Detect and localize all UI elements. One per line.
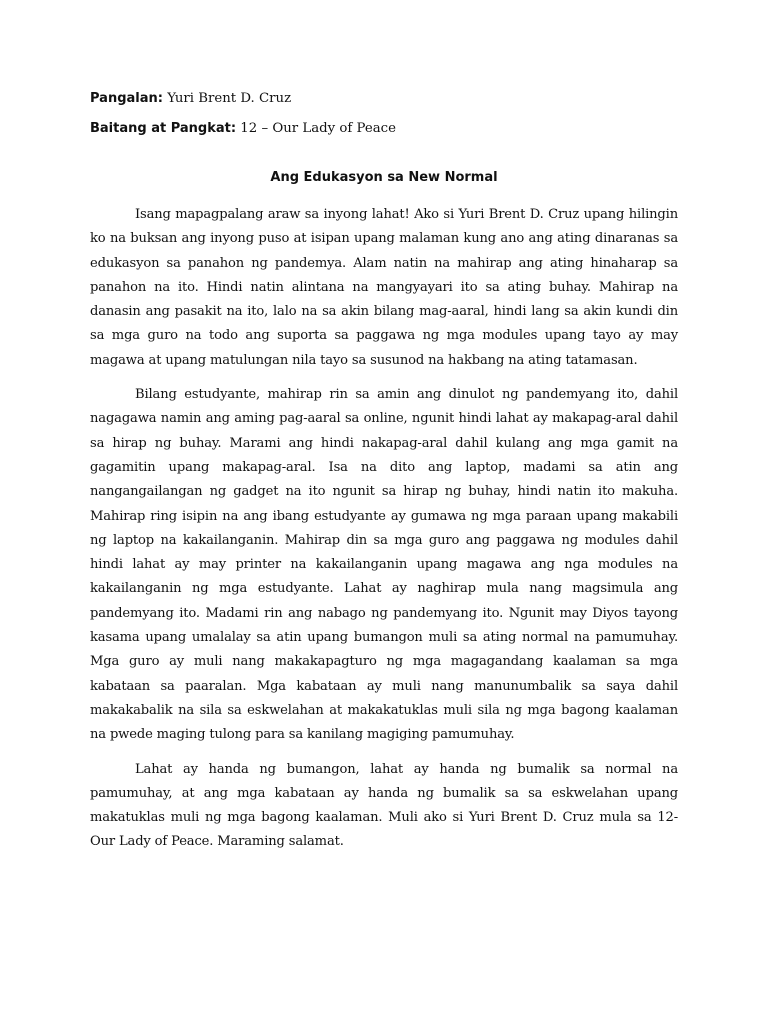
grade-section-label: Baitang at Pangkat: (90, 121, 237, 136)
paragraph-2: Bilang estudyante, mahirap rin sa amin ang dinulot ng pandemyang ito, dahil nagagawa namin ang aming pag-aaral sa online, ngunit hindi lahat ay makapag-aral dahil sa hirap ng buhay. Marami ang hindi nakapag-aral dahil kulang ang mga gamit na gagamitin upang makapag-aral. Isa na dito ang laptop, madami sa atin ang nangangailangan ng gadget na ito ngunit sa hirap ng buhay, hindi natin ito makuha. Mahirap ring isipin na ang ibang estudyante ay gumawa ng mga paraan upang makabili ng laptop na kakailanganin. Mahirap din sa mga guro ang paggawa ng modules dahil hindi lahat ay may printer na kakailanganin upang magawa ang nga modules na kakailanganin ng mga estudyante. Lahat ay naghirap mula nang magsimula ang pandemyang ito. Madami rin ang nabago ng pandemyang ito. Ngunit may Diyos tayong kasama upang umalalay sa atin upang bumangon muli sa ating normal na pamumuhay. Mga guro ay muli nang makakapagturo ng mga magagandang kaalaman sa mga kabataan sa paaralan. Mga kabataan ay muli nang manunumbalik sa saya dahil makakabalik na sila sa eskwelahan at makakatuklas muli sila ng mga bagong kaalaman na pwede maging tulong para sa kanilang magiging pamumuhay. (90, 387, 678, 743)
name-value: Yuri Brent D. Cruz (162, 91, 292, 106)
paragraph-1: Isang mapagpalang araw sa inyong lahat! Ako si Yuri Brent D. Cruz upang hilingin ko na buksan ang inyong puso at isipan upang malaman kung ano ang ating dinaranas sa edukasyon sa panahon ng pandemya. Alam natin na mahirap ang ating hinaharap sa panahon na ito. Hindi natin alintana na mangyayari ito sa ating buhay. Mahirap na danasin ang pasakit na ito, lalo na sa akin bilang mag-aaral, hindi lang sa akin kundi din sa mga guro na todo ang suporta sa paggawa ng mga modules upang tayo ay may magawa at upang matulungan nila tayo sa susunod na hakbang na ating tatamasan. (90, 207, 678, 368)
paragraph-3: Lahat ay handa ng bumangon, lahat ay handa ng bumalik sa normal na pamumuhay, at ang mga kabataan ay handa ng bumalik sa sa eskwelahan upang makatuklas muli ng mga bagong kaalaman. Muli ako si Yuri Brent D. Cruz mula sa 12- Our Lady of Peace. Maraming salamat. (90, 761, 678, 850)
name-label: Pangalan: (90, 91, 163, 106)
grade-section-value: 12 – Our Lady of Peace (236, 121, 396, 136)
document-title: Ang Edukasyon sa New Normal (270, 170, 498, 185)
grade-section-line (90, 120, 678, 138)
name-line (90, 90, 678, 108)
